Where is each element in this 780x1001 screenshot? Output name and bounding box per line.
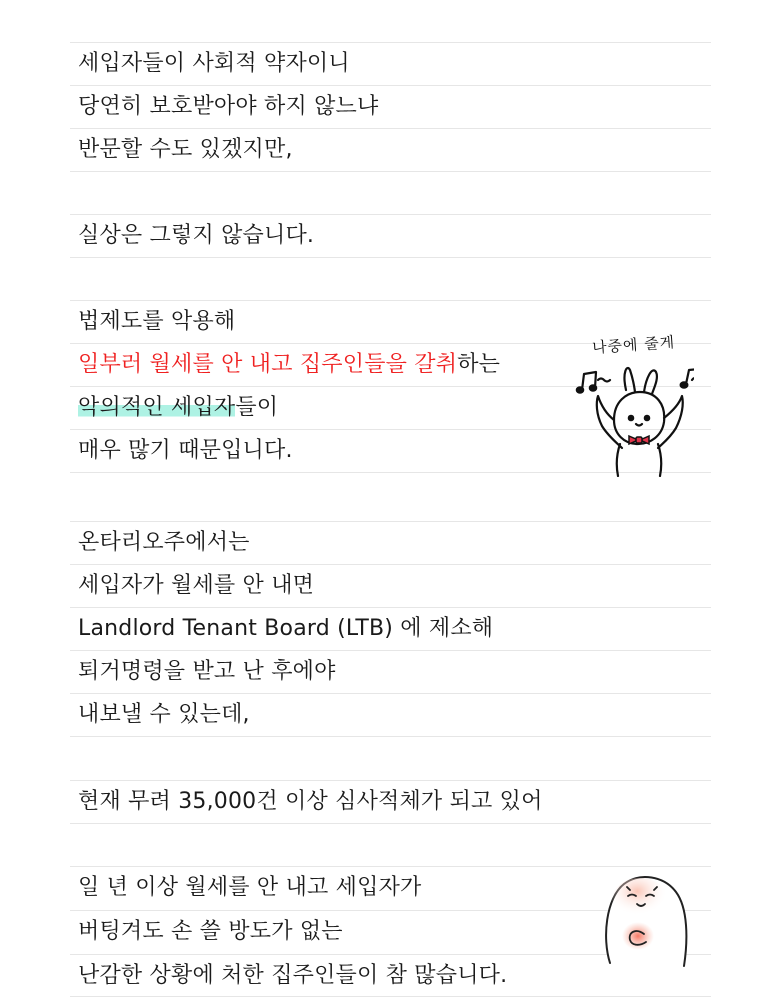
crying-blob-icon: [600, 868, 690, 968]
text-line-16: [70, 693, 711, 736]
line-text: 내보낼 수 있는데,: [78, 702, 250, 727]
crying-blob-sticker: [600, 868, 690, 968]
line-text: [78, 352, 500, 378]
text-line-2: [70, 85, 711, 128]
blank-line: [70, 171, 711, 214]
text-line-13: [70, 564, 711, 607]
line-text: 법제도를 악용해: [78, 309, 236, 334]
text-line-18: [70, 780, 711, 823]
blank-line: [70, 823, 711, 866]
bunny-sticker: [574, 332, 694, 477]
sticker-caption: 나중에 줄게: [591, 333, 676, 357]
red-emphasis-text: 일부러 월세를 안 내고 집주인들을 갈취: [78, 352, 458, 377]
line-text: 온타리오주에서는: [78, 530, 250, 555]
text-line-3: [70, 128, 711, 171]
blank-line: [70, 736, 711, 779]
line-text: 당연히 보호받아야 하지 않느냐: [78, 94, 379, 119]
line-text: 세입자들이 사회적 약자이니: [78, 51, 350, 76]
line-text: 매우 많기 때문입니다.: [78, 438, 293, 463]
line-text: 실상은 그렇지 않습니다.: [78, 223, 315, 248]
line-text-rest: 하는: [457, 352, 501, 377]
text-line-14: [70, 607, 711, 650]
line-text: 세입자가 월세를 안 내면: [78, 573, 315, 598]
highlighted-text: 악의적인 세입자: [78, 395, 236, 420]
text-line-1: [70, 42, 711, 85]
line-text: 반문할 수도 있겠지만,: [78, 137, 293, 162]
line-text: 퇴거명령을 받고 난 후에야: [78, 659, 336, 684]
line-text: 일 년 이상 월세를 안 내고 세입자가: [78, 875, 422, 900]
blank-line: [70, 257, 711, 300]
bunny-with-bowtie-icon: [574, 332, 694, 477]
line-text: Landlord Tenant Board (LTB) 에 제소해: [78, 616, 494, 641]
line-text-rest: 들이: [235, 395, 279, 420]
line-text: 난감한 상황에 처한 집주인들이 참 많습니다.: [78, 963, 508, 988]
text-line-12: [70, 521, 711, 564]
blank-line: [70, 472, 711, 515]
line-text: 현재 무려 35,000건 이상 심사적체가 되고 있어: [78, 789, 543, 814]
line-text: [78, 395, 278, 421]
line-text: 버팅겨도 손 쓸 방도가 없는: [78, 919, 343, 944]
text-line-5: [70, 214, 711, 257]
text-line-15: [70, 650, 711, 693]
